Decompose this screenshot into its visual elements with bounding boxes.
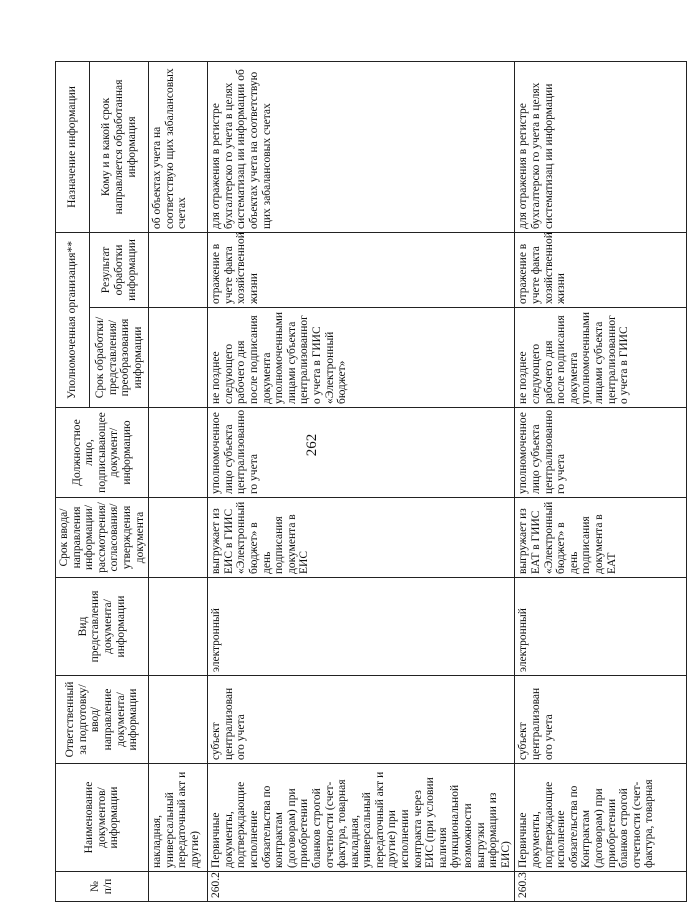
cell-official: [149, 408, 208, 498]
header-row-1: [56, 61, 90, 901]
header-name: Наименование документов/информации: [56, 764, 149, 872]
cell-name: Первичные документы, подтверждающие исполнение обязательства по контрактам (договорам) при приобретении бланков строгой отчетности (счет-фактура, товарная накладная, универсальный передаточный акт и другие) при исполнении контракта через ЕИС (при условии наличия функциональной возможности выгрузки информации из ЕИС): [208, 764, 515, 872]
cell-format: электронный: [208, 578, 515, 676]
cell-processing-term: не позднее следующего рабочего дня после подписания документа уполномоченными лицами субъекта централизованног о учета в ГИИС «Электронный бюджет»: [208, 308, 515, 408]
header-purpose: Назначение информации: [56, 61, 90, 232]
cell-processing-term: не позднее следующего рабочего дня после подписания документа уполномоченными лицами субъекта централизованног о учета в ГИИС: [515, 308, 687, 408]
cell-responsible: субъект централизован ого учета: [515, 676, 687, 764]
cell-processing-result: отражение в учете факта хозяйственной жизни: [515, 232, 687, 307]
table-row: [515, 61, 687, 901]
header-format: Вид представления документа/ информации: [56, 578, 149, 676]
page-number: 262: [304, 433, 320, 457]
cell-processing-result: отражение в учете факта хозяйственной жизни: [208, 232, 515, 307]
table-frame: [55, 62, 656, 902]
cell-deadline: [149, 498, 208, 578]
header-recipient: Кому и в какой срок направляется обработанная информация: [90, 61, 149, 232]
cell-name: накладная, универсальный передаточный акт и другие): [149, 764, 208, 872]
cell-format: [149, 578, 208, 676]
cell-deadline: выгружает из ЕИС в ГИИС «Электронный бюджет» в день подписания документа в ЕИС: [208, 498, 515, 578]
header-official: Должностное лицо, подписывающее документ/ информацию: [56, 408, 149, 498]
cell-responsible: [149, 676, 208, 764]
header-num: № п/п: [56, 872, 149, 902]
cell-official: уполномоченное лицо субъекта централизованно го учета: [515, 408, 687, 498]
cell-num: 260.2: [208, 872, 515, 902]
cell-processing-result: [149, 232, 208, 307]
header-deadline: Срок ввода/ направления информации/ рассмотрения/ согласования/ утверждения документа: [56, 498, 149, 578]
header-responsible: Ответственный за подготовку/ ввод/ направление документа/ информации: [56, 676, 149, 764]
cell-recipient: для отражения в регистре бухгалтерско го учета в целях систематизац ии информации об объектах учета на соответствую щих забалансовых счетах: [208, 61, 515, 232]
header-processing-term: Срок обработки/ представления/ преобразования информации: [90, 308, 149, 408]
cell-recipient: об объектах учета на соответствую щих забалансовых счетах: [149, 61, 208, 232]
cell-official: уполномоченное лицо субъекта централизованно го учета: [208, 408, 515, 498]
header-auth-org: Уполномоченная организация**: [56, 232, 90, 407]
header-processing-result: Результат обработки информации: [90, 232, 149, 307]
cell-num: 260.3: [515, 872, 687, 902]
cell-processing-term: [149, 308, 208, 408]
rotated-table-container: [55, 62, 656, 902]
cell-num: [149, 872, 208, 902]
document-table: [55, 61, 687, 902]
cell-recipient: для отражения в регистре бухгалтерско го учета в целях систематизац ии информации: [515, 61, 687, 232]
cell-format: электронный: [515, 578, 687, 676]
cell-deadline: выгружает из ЕАТ в ГИИС «Электронный бюджет» в день подписания документа в ЕАТ: [515, 498, 687, 578]
cell-responsible: субъект централизован ого учета: [208, 676, 515, 764]
table-row: [208, 61, 515, 901]
table-row: [149, 61, 208, 901]
cell-name: Первичные документы, подтверждающие исполнение обязательства по Контрактам (договорам) при приобретении бланков строгой отчетности (счет-фактура, товарная: [515, 764, 687, 872]
